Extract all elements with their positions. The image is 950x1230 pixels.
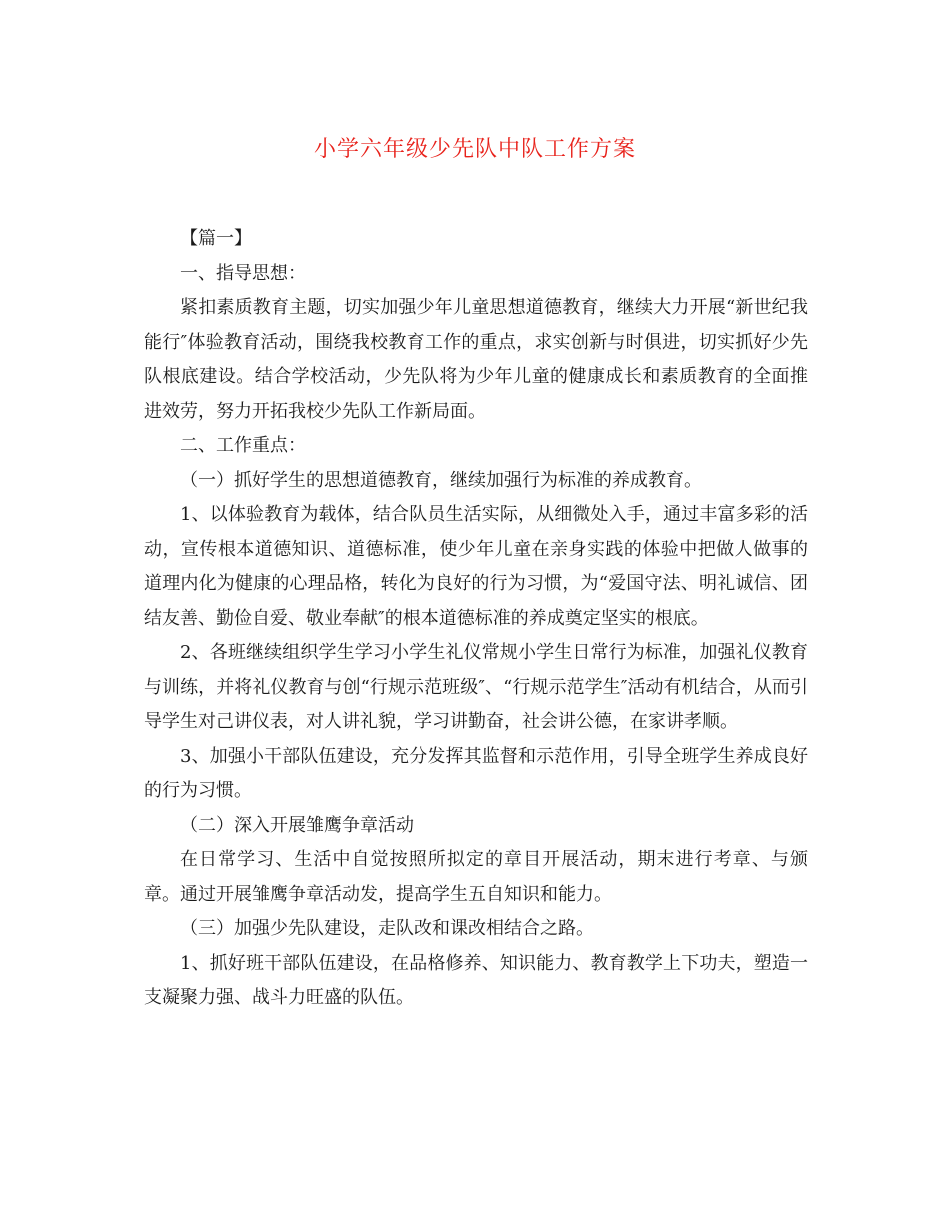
paragraph: 紧扣素质教育主题，切实加强少年儿童思想道德教育，继续大力开展“新世纪我能行″体验教育活动，围绕我校教育工作的重点，求实创新与时俱进，切实抓好少先队根底建设。结合学校活动，少先队将为少年儿童的健康成长和素质教育的全面推进效劳，努力开拓我校少先队工作新局面。 bbox=[144, 297, 808, 422]
subheading: （一）抓好学生的思想道德教育，继续加强行为标准的养成教育。 bbox=[180, 469, 702, 491]
paragraph: 2、各班继续组织学生学习小学生礼仪常规小学生日常行为标准，加强礼仪教育与训练，并将礼仪教育与创“行规示范班级″、“行规示范学生″活动有机结合，从而引导学生对己讲仪表，对人讲礼貌，学习讲勤奋，社会讲公德，在家讲孝顺。 bbox=[144, 642, 808, 732]
document-body bbox=[144, 222, 808, 1016]
paragraph: 1、以体验教育为载体，结合队员生活实际，从细微处入手，通过丰富多彩的活动，宣传根本道德知识、道德标准，使少年儿童在亲身实践的体验中把做人做事的道理内化为健康的心理品格，转化为良好的行为习惯，为“爱国守法、明礼诚信、团结友善、勤俭自爱、敬业奉献″的根本道德标准的养成奠定坚实的根底。 bbox=[144, 504, 808, 629]
subheading: （二）深入开展雏鹰争章活动 bbox=[180, 814, 414, 836]
heading-guiding-ideology: 一、指导思想： bbox=[180, 262, 306, 284]
paragraph: 1、抓好班干部队伍建设，在品格修养、知识能力、教育教学上下功夫，塑造一支凝聚力强、战斗力旺盛的队伍。 bbox=[144, 952, 808, 1008]
subheading: （三）加强少先队建设，走队改和课改相结合之路。 bbox=[180, 918, 594, 939]
paragraph: 在日常学习、生活中自觉按照所拟定的章目开展活动，期末进行考章、与颁章。通过开展雏鹰争章活动发，提高学生五自知识和能力。 bbox=[144, 849, 808, 905]
paragraph: 3、加强小干部队伍建设，充分发挥其监督和示范作用，引导全班学生养成良好的行为习惯。 bbox=[144, 745, 808, 801]
section-heading: 【篇一】 bbox=[180, 228, 252, 249]
document-title: 小学六年级少先队中队工作方案 bbox=[313, 137, 636, 162]
heading-work-focus: 二、工作重点： bbox=[180, 435, 306, 456]
